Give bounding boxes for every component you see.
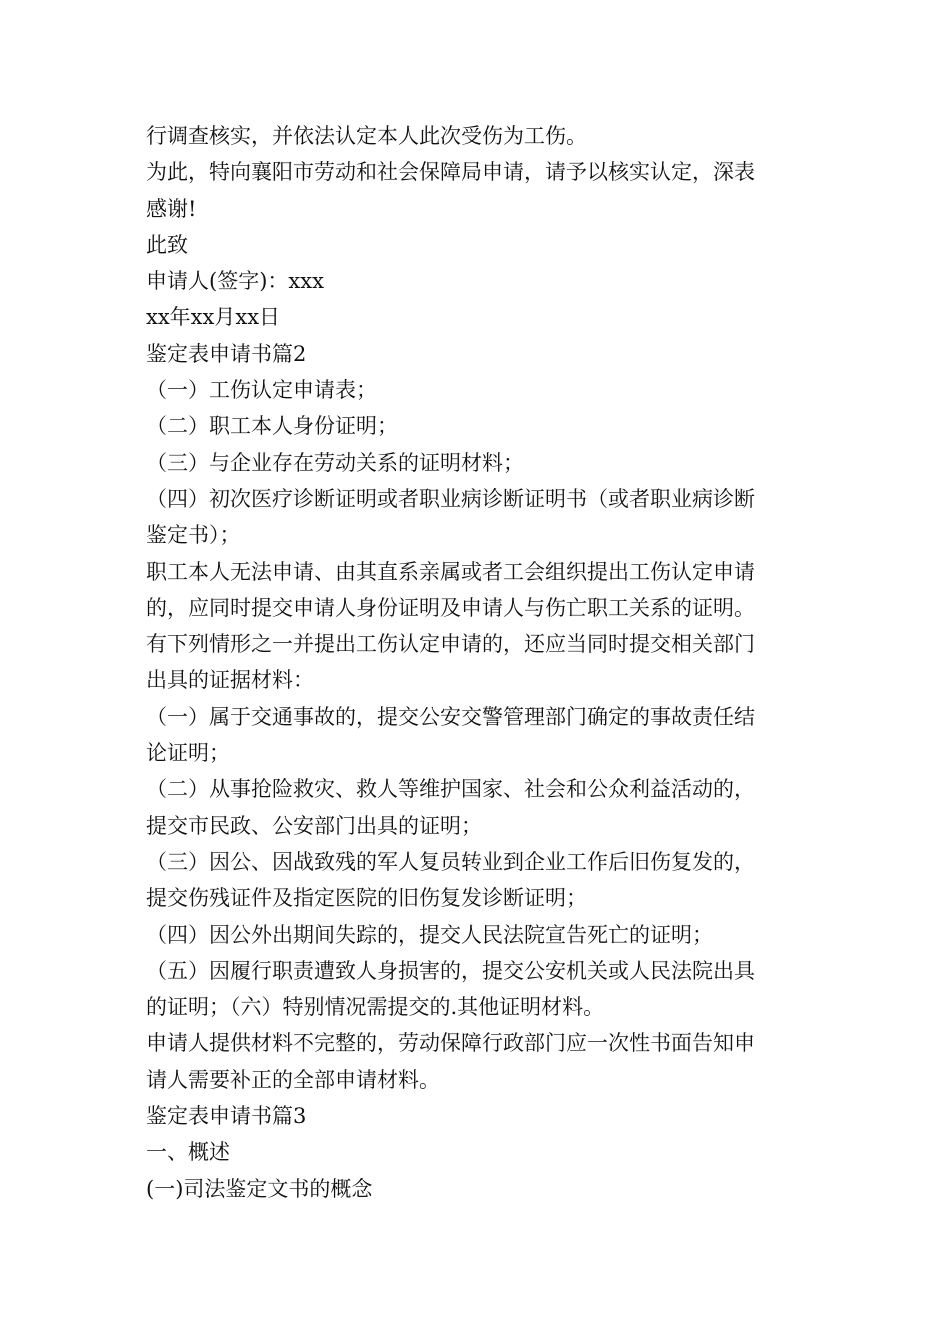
document-body: [146, 118, 816, 1207]
text-line: 行调查核实，并依法认定本人此次受伤为工伤。: [146, 124, 587, 148]
text-line: 请人需要补正的全部申请材料。: [146, 1067, 440, 1092]
text-line: （四）初次医疗诊断证明或者职业病诊断证明书（或者职业病诊断: [146, 486, 755, 511]
text-line: 的证明；（六）特别情况需提交的.其他证明材料。: [146, 995, 605, 1020]
text-line: 提交市民政、公安部门出具的证明；: [146, 813, 482, 838]
text-line: 申请人提供材料不完整的，劳动保障行政部门应一次性书面告知申: [146, 1031, 755, 1056]
text-line: （四）因公外出期间失踪的，提交人民法院宣告死亡的证明；: [146, 922, 713, 947]
text-line: 出具的证据材料：: [146, 668, 314, 693]
text-line: 提交伤残证件及指定医院的旧伤复发诊断证明；: [146, 886, 587, 911]
text-line: （五）因履行职责遭致人身损害的，提交公安机关或人民法院出具: [146, 958, 755, 983]
text-line: （三）因公、因战致残的军人复员转业到企业工作后旧伤复发的，: [146, 849, 755, 874]
text-line: 的，应同时提交申请人身份证明及申请人与伤亡职工关系的证明。: [146, 595, 755, 620]
subsection-heading: 一、概述: [146, 1140, 230, 1165]
text-line: （二）从事抢险救灾、救人等维护国家、社会和公众利益活动的，: [146, 777, 755, 802]
text-line: 职工本人无法申请、由其直系亲属或者工会组织提出工伤认定申请: [146, 559, 755, 584]
text-line: 论证明；: [146, 741, 230, 766]
section-heading: 鉴定表申请书篇3: [146, 1104, 307, 1129]
text-line: （二）职工本人身份证明；: [146, 414, 398, 439]
text-line: （一）工伤认定申请表；: [146, 378, 377, 403]
text-line: 鉴定书）；: [146, 523, 241, 548]
text-line: （一）属于交通事故的，提交公安交警管理部门确定的事故责任结: [146, 704, 755, 729]
section-heading: 鉴定表申请书篇2: [146, 341, 307, 366]
text-line: 感谢!: [146, 196, 197, 221]
text-line: 此致: [146, 232, 188, 257]
date-line: xx年xx月xx日: [146, 305, 281, 330]
applicant-signature-line: 申请人(签字)：xxx: [146, 269, 324, 294]
text-line: 有下列情形之一并提出工伤认定申请的，还应当同时提交相关部门: [146, 632, 755, 657]
text-line: 为此，特向襄阳市劳动和社会保障局申请，请予以核实认定，深表: [146, 160, 755, 185]
text-line: （三）与企业存在劳动关系的证明材料；: [146, 450, 524, 475]
subsection-heading: (一)司法鉴定文书的概念: [146, 1176, 373, 1201]
